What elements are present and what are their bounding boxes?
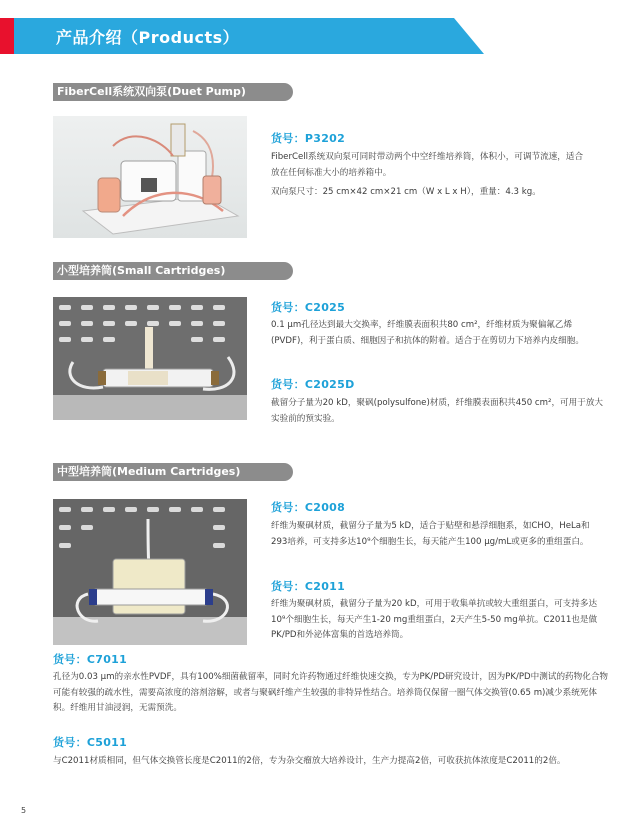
page-number: 5 xyxy=(21,806,27,815)
header-red-accent xyxy=(0,18,14,54)
product-code-c2025: 货号：C2025 xyxy=(271,301,346,314)
duet-pump-photo xyxy=(53,116,247,238)
product-dimensions-p3202: 双向泵尺寸：25 cm×42 cm×21 cm（W x L x H），重量：4.3 kg。 xyxy=(271,187,541,197)
product-code-c2011: 货号：C2011 xyxy=(271,580,346,593)
product-code-p3202: 货号：P3202 xyxy=(271,132,346,145)
section-title-small: 小型培养筒(Small Cartridges) xyxy=(57,264,226,277)
section-title-duet: FiberCell系统双向泵(Duet Pump) xyxy=(57,85,246,98)
product-code-c7011: 货号：C7011 xyxy=(53,653,128,666)
product-code-c2025d: 货号：C2025D xyxy=(271,378,355,391)
section-title-medium: 中型培养筒(Medium Cartridges) xyxy=(57,465,241,478)
product-desc-p3202: FiberCell系统双向泵可同时带动两个中空纤维培养筒，体积小，可调节流速，适合放在任何标准大小的培养箱中。 xyxy=(271,152,584,178)
product-desc-c2008: 纤维为聚砜材质，截留分子量为5 kD，适合于贴壁和悬浮细胞系，如CHO，HeLa和293培养，可支持多达10⁹个细胞生长，每天能产生100 μg/mL或更多的重组蛋白。 xyxy=(271,521,590,547)
medium-cartridge-photo xyxy=(53,499,247,645)
product-desc-c2025d: 截留分子量为20 kD，聚砜(polysulfone)材质，纤维膜表面积共450 cm²，可用于放大实验前的预实验。 xyxy=(271,398,604,424)
product-desc-c2011: 纤维为聚砜材质，截留分子量为20 kD，可用于收集单抗或较大重组蛋白，可支持多达10⁹个细胞生长，每天产生1-20 mg重组蛋白，2天产生5-50 mg单抗。C2011也是做PK/PD和外泌体富集的首选培养筒。 xyxy=(271,599,598,640)
product-desc-c5011: 与C2011材质相同，但气体交换管长度是C2011的2倍，专为杂交瘤放大培养设计，生产力提高2倍，可收获抗体浓度是C2011的2倍。 xyxy=(53,756,566,766)
product-code-c5011: 货号：C5011 xyxy=(53,736,128,749)
page-title: 产品介绍（Products） xyxy=(56,28,240,47)
product-desc-c7011: 孔径为0.03 μm的亲水性PVDF，具有100%细菌截留率，同时允许药物通过纤维快速交换，专为PK/PD研究设计，因为PK/PD中测试的药物化合物可能有较强的疏水性，需要高浓度的溶剂溶解，或者与聚砜纤维产生较强的非特异性结合。培养筒仅保留一圈气体交换管(0.65 m)减少系统死体积。纤维用甘油浸润，无需预洗。 xyxy=(53,672,609,713)
product-code-c2008: 货号：C2008 xyxy=(271,501,346,514)
product-desc-c2025: 0.1 μm孔径达到最大交换率，纤维膜表面积共80 cm²，纤维材质为聚偏氟乙烯(PVDF)，利于蛋白质、细胞因子和抗体的附着。适合于在剪切力下培养内皮细胞。 xyxy=(271,320,584,346)
small-cartridge-photo xyxy=(53,297,247,420)
